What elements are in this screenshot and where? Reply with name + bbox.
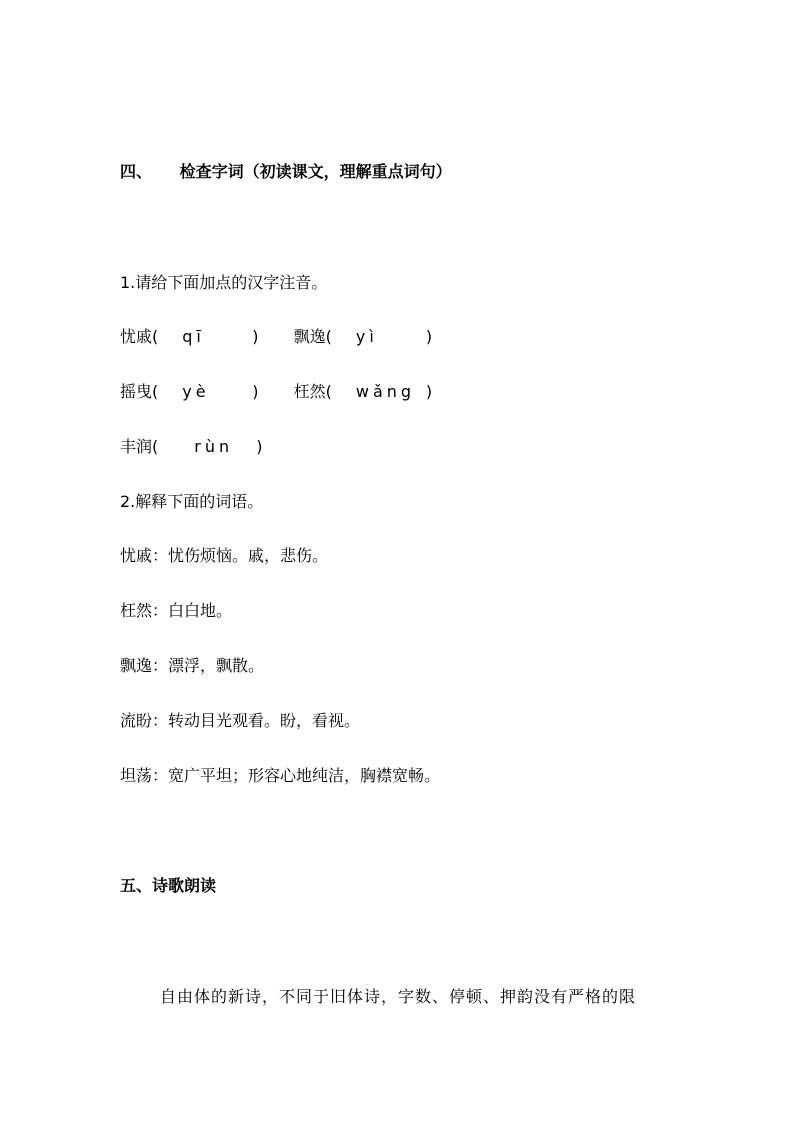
pinyin-row-1 bbox=[120, 326, 432, 348]
definition-line: 流盼：转动目光观看。盼，看视。 bbox=[120, 711, 361, 730]
close-paren: ) bbox=[252, 327, 259, 346]
section4-heading bbox=[120, 161, 452, 183]
open-paren: ( bbox=[152, 437, 159, 456]
open-paren: ( bbox=[325, 327, 332, 346]
q2-prompt: 2.解释下面的词语。 bbox=[120, 492, 264, 511]
definition-line: 飘逸：漂浮，飘散。 bbox=[120, 656, 265, 675]
word-label: 丰润 bbox=[120, 437, 153, 456]
close-paren: ) bbox=[425, 327, 433, 346]
pinyin-answer: yè bbox=[182, 382, 210, 401]
section5-heading: 五、诗歌朗读 bbox=[120, 876, 217, 895]
word-label: 忧戚 bbox=[120, 327, 153, 346]
open-paren: ( bbox=[152, 327, 159, 346]
pinyin-row-3 bbox=[120, 436, 263, 458]
pinyin-answer: wǎng bbox=[355, 382, 416, 401]
close-paren: ) bbox=[252, 382, 259, 401]
word-label: 摇曳 bbox=[120, 382, 153, 401]
word-label: 枉然 bbox=[293, 382, 326, 401]
q1-prompt: 1.请给下面加点的汉字注音。 bbox=[120, 273, 328, 292]
pinyin-answer: qī bbox=[182, 327, 205, 346]
pinyin-row-2 bbox=[120, 381, 432, 403]
pinyin-answer: yì bbox=[355, 327, 378, 346]
definition-line: 忧戚：忧伤烦恼。戚，悲伤。 bbox=[120, 546, 329, 565]
definition-line: 枉然：白白地。 bbox=[120, 601, 233, 620]
word-label: 飘逸 bbox=[293, 327, 326, 346]
open-paren: ( bbox=[325, 382, 332, 401]
section4-title: 检查字词（初读课文，理解重点词句） bbox=[179, 162, 452, 181]
close-paren: ) bbox=[256, 437, 263, 456]
definition-line: 坦荡：宽广平坦；形容心地纯洁，胸襟宽畅。 bbox=[120, 766, 441, 785]
close-paren: ) bbox=[425, 382, 433, 401]
open-paren: ( bbox=[152, 382, 159, 401]
pinyin-answer: rùn bbox=[194, 437, 234, 456]
poetry-paragraph: 自由体的新诗，不同于旧体诗，字数、停顿、押韵没有严格的限 bbox=[160, 987, 637, 1006]
section4-number: 四、 bbox=[120, 162, 153, 181]
